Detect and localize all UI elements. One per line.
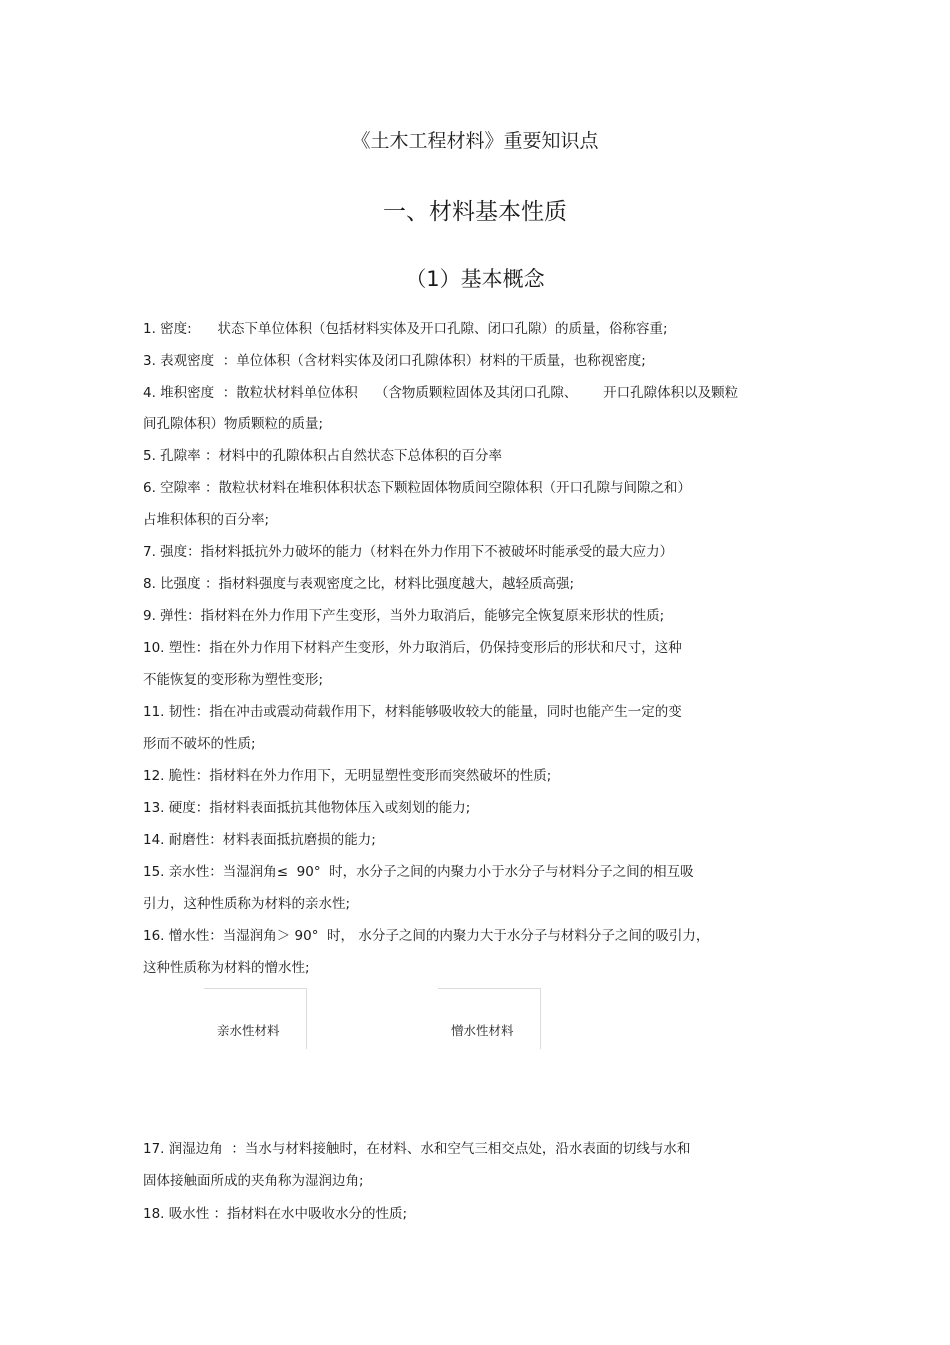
definition-line: 1. 密度: 状态下单位体积（包括材料实体及开口孔隙、闭口孔隙）的质量，俗称容重;: [143, 321, 668, 337]
definition-line: 间孔隙体积）物质颗粒的质量;: [143, 416, 324, 432]
hydrophobic-figure-caption: 憎水性材料: [451, 1023, 514, 1038]
definition-line: 13. 硬度：指材料表面抵抗其他物体压入或刻划的能力;: [143, 800, 471, 816]
document-title: 《土木工程材料》重要知识点: [351, 130, 599, 152]
definition-line: 占堆积体积的百分率;: [143, 512, 270, 528]
definition-line: 8. 比强度 ：指材料强度与表观密度之比，材料比强度越大，越轻质高强;: [143, 576, 575, 592]
definition-line: 不能恢复的变形称为塑性变形;: [143, 672, 324, 688]
definition-line: 18. 吸水性 ：指材料在水中吸收水分的性质;: [143, 1206, 408, 1222]
hydrophilic-figure: [204, 988, 307, 1049]
subsection-title: （1）基本概念: [405, 267, 545, 291]
definition-line: 16. 憎水性：当湿润角＞ 90° 时， 水分子之间的内聚力大于水分子与材料分子之间的吸引力，: [143, 928, 710, 944]
definition-line: 17. 润湿边角 ：当水与材料接触时，在材料、水和空气三相交点处，沿水表面的切线与水和: [143, 1141, 691, 1157]
definition-line: 形而不破坏的性质;: [143, 736, 256, 752]
definition-line: 6. 空隙率 ：散粒状材料在堆积体积状态下颗粒固体物质间空隙体积（开口孔隙与间隙之和）: [143, 480, 691, 496]
definition-line: 15. 亲水性：当湿润角≤ 90° 时，水分子之间的内聚力小于水分子与材料分子之间的相互吸: [143, 864, 694, 880]
definition-line: 9. 弹性：指材料在外力作用下产生变形，当外力取消后，能够完全恢复原来形状的性质;: [143, 608, 665, 624]
hydrophilic-figure-caption: 亲水性材料: [217, 1023, 280, 1038]
definition-line: 14. 耐磨性：材料表面抵抗磨损的能力;: [143, 832, 376, 848]
definition-line: 7. 强度：指材料抵抗外力破坏的能力（材料在外力作用下不被破坏时能承受的最大应力）: [143, 544, 674, 560]
definition-line: 11. 韧性：指在冲击或震动荷载作用下，材料能够吸收较大的能量，同时也能产生一定的变: [143, 704, 682, 720]
section-title: 一、材料基本性质: [383, 199, 567, 225]
definition-line: 这种性质称为材料的憎水性;: [143, 960, 310, 976]
definition-line: 5. 孔隙率 ：材料中的孔隙体积占自然状态下总体积的百分率: [143, 448, 502, 464]
definition-line: 引力，这种性质称为材料的亲水性;: [143, 896, 351, 912]
hydrophobic-figure: [438, 988, 541, 1049]
definition-line: 4. 堆积密度 ：散粒状材料单位体积 （含物质颗粒固体及其闭口孔隙、 开口孔隙体积以及颗粒: [143, 385, 739, 401]
definition-line: 12. 脆性：指材料在外力作用下，无明显塑性变形而突然破坏的性质;: [143, 768, 552, 784]
definition-line: 10. 塑性：指在外力作用下材料产生变形，外力取消后，仍保持变形后的形状和尺寸，这种: [143, 640, 682, 656]
definition-line: 3. 表观密度 ：单位体积（含材料实体及闭口孔隙体积）材料的干质量，也称视密度;: [143, 353, 646, 369]
definition-line: 固体接触面所成的夹角称为湿润边角;: [143, 1173, 364, 1189]
